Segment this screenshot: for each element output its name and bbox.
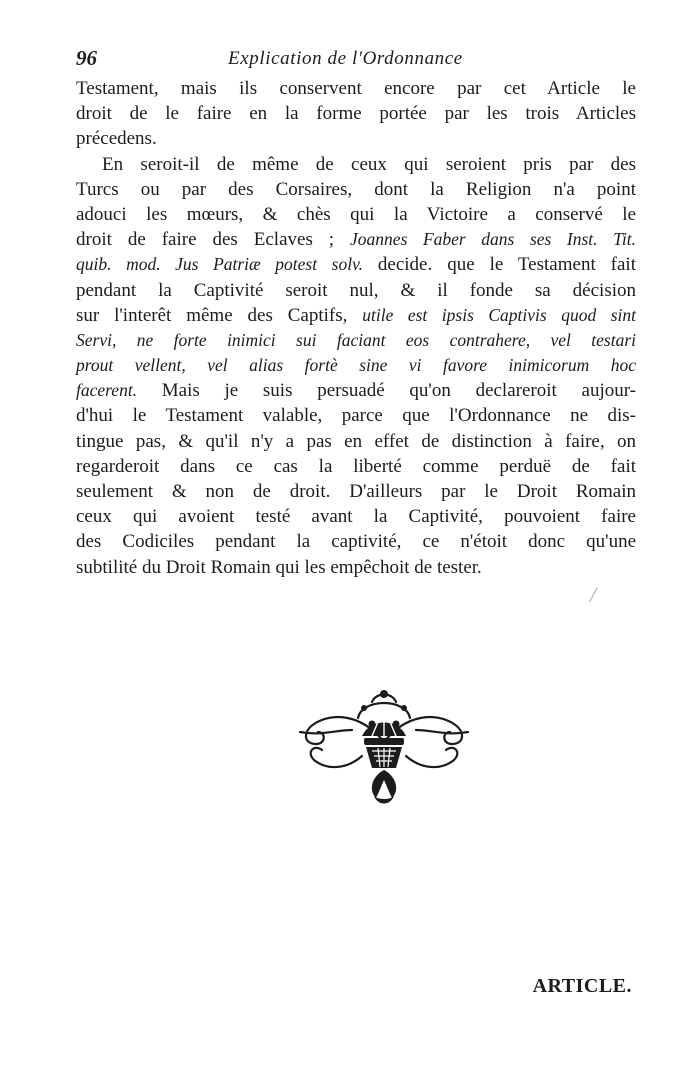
fleuron-ornament-icon: [292, 684, 476, 812]
text-line: Turcs ou par des Corsaires, dont la Religion n'a point: [76, 178, 636, 200]
text-line: droit de faire des Eclaves ; Joannes Faber dans ses Inst. Tit.: [76, 229, 636, 251]
latin-quotation: utile est ipsis Captivis quod sint: [362, 304, 637, 325]
text-line: adouci les mœurs, & chès qui la Victoire a conservé le: [76, 203, 636, 225]
text-line: seulement & non de droit. D'ailleurs par le Droit Romain: [76, 481, 636, 502]
text-line: sur l'interêt même des Captifs, utile est ipsis Captivis quod sint: [76, 304, 637, 326]
text-line: facerent. Mais je suis persuadé qu'on declareroit aujour-: [76, 380, 636, 402]
text-line: regarderoit dans ce cas la liberté comme perduë de fait: [76, 455, 636, 477]
text-line: En seroit-il de même de ceux qui seroient pris par des: [102, 153, 636, 175]
text-line: ceux qui avoient testé avant la Captivité, pouvoient faire: [76, 506, 636, 528]
text-line: des Codiciles pendant la captivité, ce n'étoit donc qu'une: [76, 531, 636, 553]
latin-citation: quib. mod. Jus Patriæ potest solv.: [76, 254, 363, 275]
text-line: Testament, mais ils conservent encore par cet Article le: [76, 78, 636, 99]
latin-quotation: facerent.: [76, 380, 138, 401]
margin-ink-mark: /: [590, 582, 597, 607]
page-number: 96: [76, 46, 97, 70]
page-header: [76, 46, 636, 76]
text-line: quib. mod. Jus Patriæ potest solv. decide. que le Testament fait: [76, 254, 636, 276]
text-line: pendant la Captivité seroit nul, & il fonde sa décision: [76, 279, 636, 301]
body-text: [76, 76, 636, 580]
text-line: [76, 353, 636, 378]
catchword: ARTICLE.: [532, 975, 632, 997]
running-head: Explication de l'Ordonnance: [228, 48, 463, 69]
paragraph-1: [76, 76, 636, 152]
latin-quotation: prout vellent, vel alias fortè sine vi favore inimicorum hoc: [76, 355, 636, 376]
paragraph-2: [76, 152, 636, 580]
text-line: [76, 328, 636, 353]
text-line: précedens.: [76, 128, 157, 150]
text-line: droit de le faire en la forme portée par les trois Articles: [76, 103, 636, 125]
latin-quotation: Servi, ne forte inimici sui faciant eos contrahere, vel testari: [76, 329, 636, 350]
text-line: subtilité du Droit Romain qui les empêchoit de tester.: [76, 556, 482, 578]
text-line: d'hui le Testament valable, parce que l'Ordonnance ne dis-: [76, 405, 636, 427]
text-line: tingue pas, & qu'il n'y a pas en effet de distinction à faire, on: [76, 430, 636, 452]
latin-citation: Joannes Faber dans ses Inst. Tit.: [350, 229, 636, 250]
